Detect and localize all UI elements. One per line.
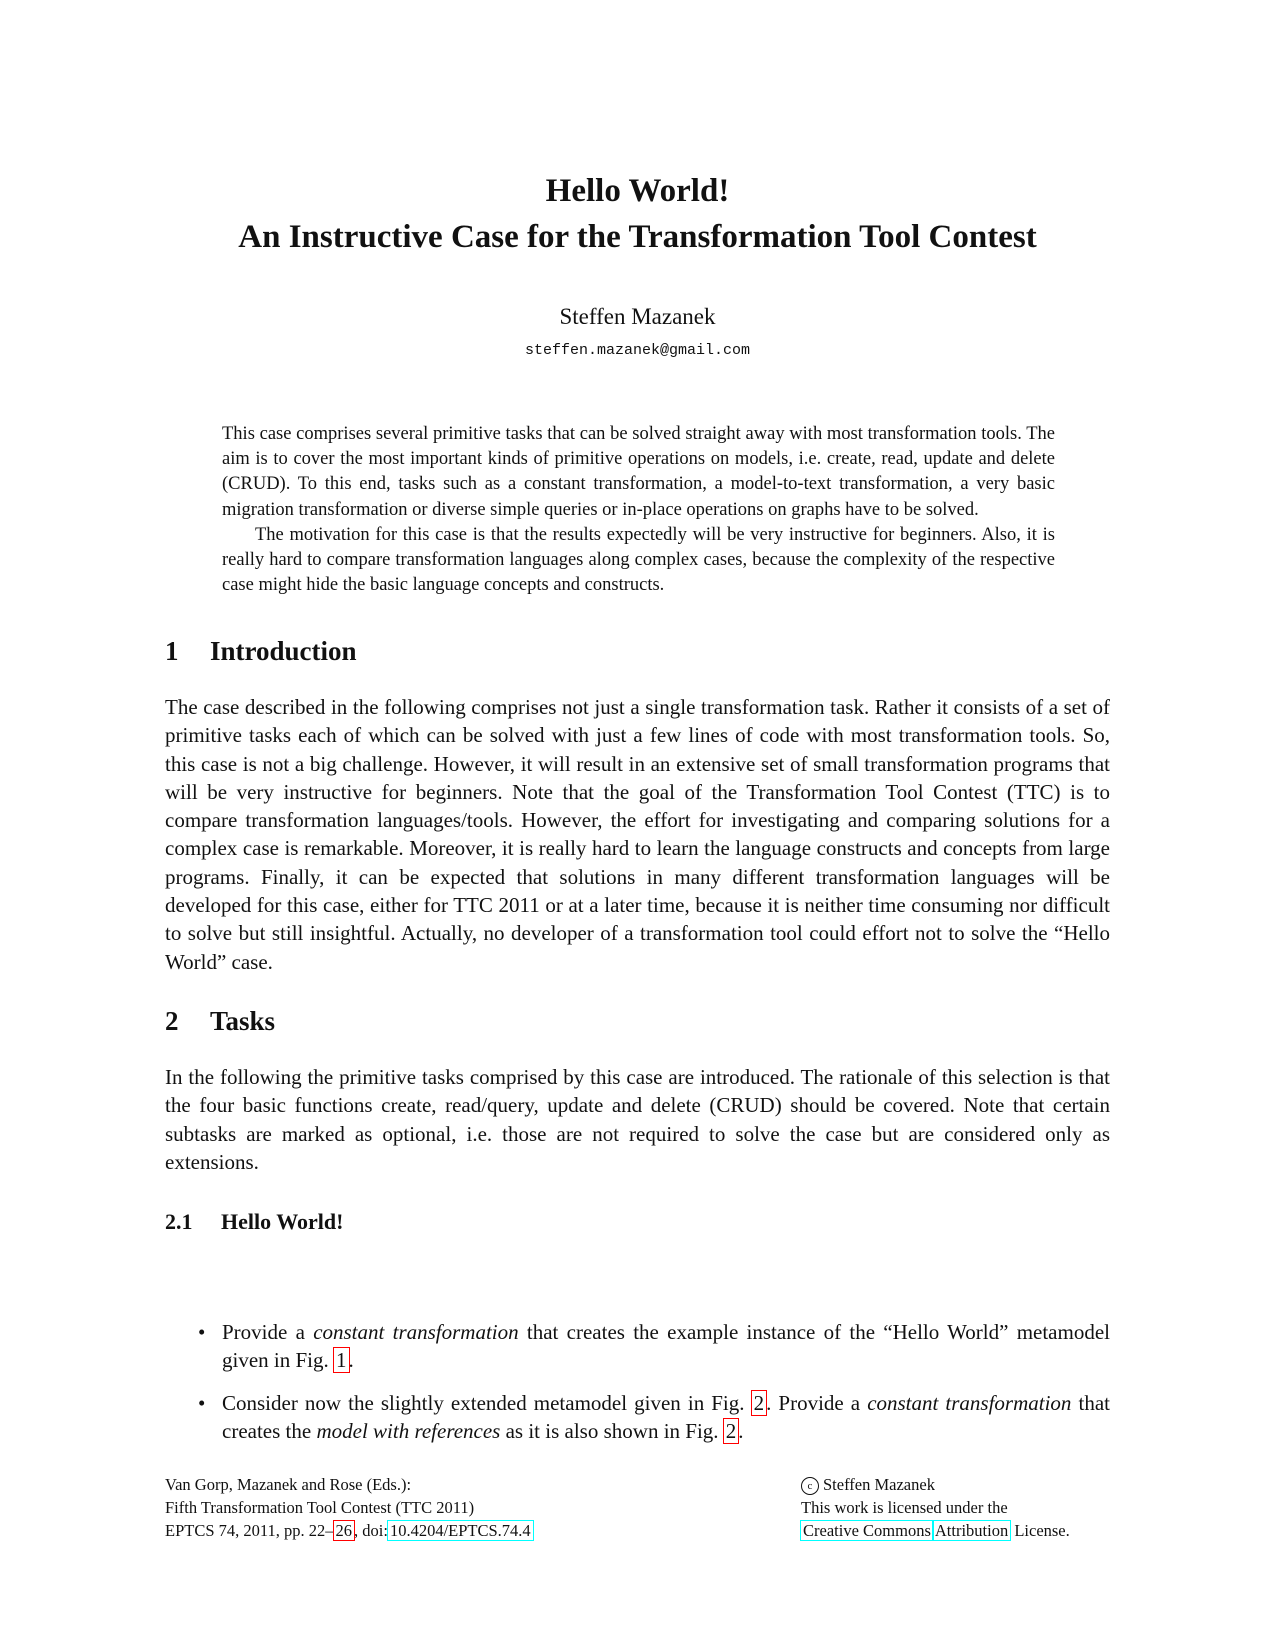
emphasis-model-with-references: model with references	[316, 1418, 501, 1443]
abstract-paragraph-2: The motivation for this case is that the results expectedly will be very instructive for beginners. Also, it is really hard to compare transformation languages along complex cases, because the complexity of the respective case might hide the basic language concepts and constructs.	[222, 524, 1055, 596]
emphasis-constant-transformation: constant transformation	[313, 1320, 519, 1344]
doi-link[interactable]: 10.4204/EPTCS.74.4	[389, 1521, 531, 1540]
title-line-2: An Instructive Case for the Transformation Tool Contest	[238, 219, 1037, 255]
section-1-paragraph: The case described in the following comprises not just a single transformation task. Rather it consists of a set of primitive tasks each of which can be solved with just a few lines of code with most transformation tools. So, this case is not a big challenge. However, it will result in an extensive set of small transformation programs that will be very instructive for beginners. Note that the goal of the Transformation Tool Contest (TTC) is to compare transformation languages/tools. However, the effort for investigating and comparing solutions for a complex case is remarkable. Moreover, it is really hard to learn the language constructs and concepts from large programs. Finally, it can be expected that solutions in many different transformation languages will be developed for this case, either for TTC 2011 or at a later time, because it is neither time consuming nor difficult to solve but still insightful. Actually, no developer of a transformation tool could effort not to solve the “Hello World” case.	[165, 695, 1110, 974]
figure-2-link[interactable]: 2	[725, 1418, 737, 1443]
task-list	[165, 1318, 1110, 1459]
author-name: Steffen Mazanek	[559, 304, 716, 329]
footer-pages: EPTCS 74, 2011, pp. 22– 26 , doi: 10.4204/EPTCS.74.4	[165, 1521, 531, 1540]
section-2-heading	[165, 1006, 275, 1037]
footer-license: c Steffen Mazanek This work is licensed under the Creative Commons Attribution License.	[801, 1475, 1070, 1540]
figure-1-link[interactable]: 1	[336, 1348, 347, 1373]
section-1-number: 1	[165, 636, 179, 666]
subsection-2-1-number: 2.1	[165, 1209, 193, 1234]
footer-editors: Van Gorp, Mazanek and Rose (Eds.):	[165, 1475, 412, 1494]
bullet-icon: •	[198, 1390, 206, 1415]
section-2-paragraph: In the following the primitive tasks comprised by this case are introduced. The rationale of this selection is that the four basic functions create, read/query, update and delete (CRUD) should be covered. Note that certain subtasks are marked as optional, i.e. those are not required to solve the case but are considered only as extensions.	[165, 1065, 1110, 1174]
section-2-body	[165, 1063, 1110, 1176]
abstract-paragraph-1: This case comprises several primitive tasks that can be solved straight away with most transformation tools. The aim is to cover the most important kinds of primitive operations on models, i.e. create, read, update and delete (CRUD). To this end, tasks such as a constant transformation, a model-to-text transformation, a very basic migration transformation or diverse simple queries or in-place operations on graphs have to be solved.	[222, 424, 1055, 520]
section-1-body	[165, 693, 1110, 976]
section-2-title: Tasks	[210, 1006, 276, 1036]
paper-title	[0, 168, 1275, 260]
section-1-heading	[165, 636, 357, 667]
copyright-icon: c	[801, 1477, 819, 1495]
title-line-1: Hello World!	[545, 173, 730, 209]
bullet-icon: •	[198, 1320, 206, 1344]
author-email: steffen.mazanek@gmail.com	[524, 342, 751, 359]
subsection-2-1-title: Hello World!	[221, 1209, 344, 1234]
abstract	[222, 422, 1055, 598]
attribution-link[interactable]: Attribution	[934, 1521, 1009, 1540]
footer-venue: Fifth Transformation Tool Contest (TTC 2011)	[165, 1498, 475, 1517]
section-1-title: Introduction	[210, 636, 357, 666]
emphasis-constant-transformation: constant transformation	[867, 1390, 1072, 1415]
copyright-holder: Steffen Mazanek	[823, 1475, 935, 1494]
task-item-1: • Provide a constant transformation that creates the example instance of the “Hello World” metamodel given in Fig. 1.	[198, 1320, 1110, 1373]
subsection-2-1-heading	[165, 1209, 343, 1235]
task-item-2: • Consider now the slightly extended metamodel given in Fig. 2. Provide a constant transformation that creates the model with references as it is also shown in Fig. 2.	[198, 1390, 1110, 1443]
footer-citation	[165, 1473, 533, 1542]
last-page-link[interactable]: 26	[335, 1521, 353, 1540]
creative-commons-link[interactable]: Creative Commons	[803, 1521, 931, 1540]
license-statement: This work is licensed under the	[801, 1498, 1008, 1517]
figure-2-link[interactable]: 2	[753, 1390, 765, 1415]
section-2-number: 2	[165, 1006, 179, 1036]
